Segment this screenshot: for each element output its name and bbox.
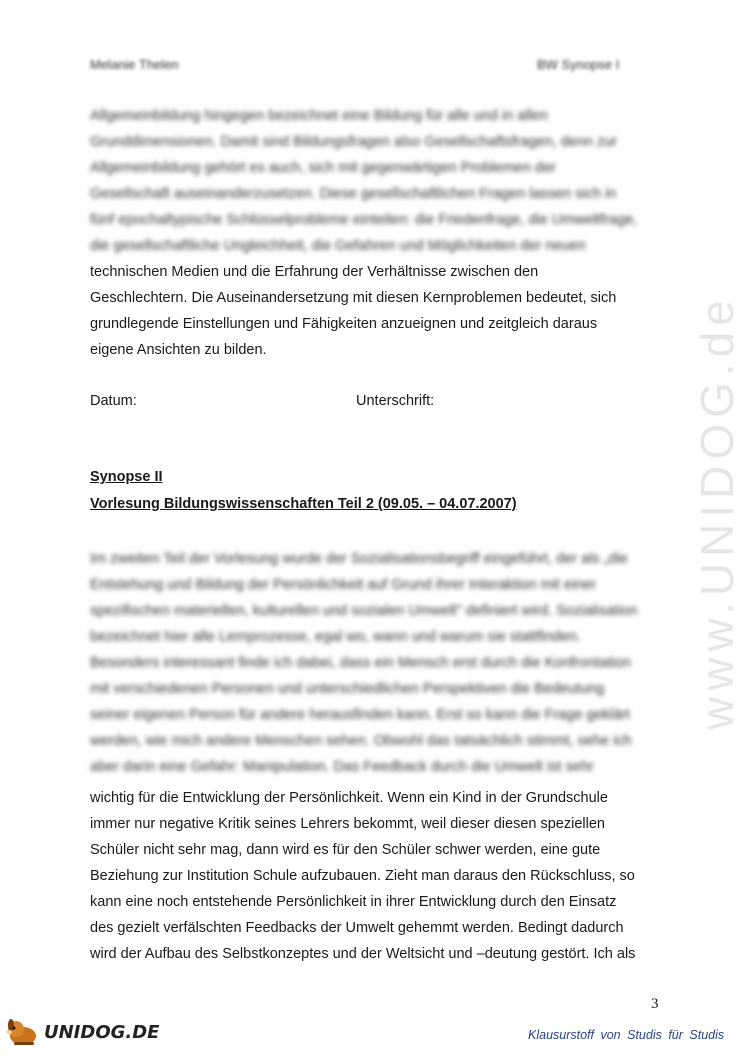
text-line: mit verschiedenen Personen und unterschiedlichen Perspektiven die Bedeutung	[90, 681, 605, 697]
text-line: Im zweiten Teil der Vorlesung wurde der Sozialisationsbegriff eingeführt, der als „die	[90, 551, 628, 567]
text-line: Allgemeinbildung hingegen bezeichnet eine Bildung für alle und in allen	[90, 108, 548, 124]
text-line: aber darin eine Gefahr: Manipulation. Das Feedback durch die Umwelt ist sehr	[90, 759, 594, 775]
paragraph-2	[90, 785, 665, 967]
text-line: Besonders interessant finde ich dabei, dass ein Mensch erst durch die Konfrontation	[90, 655, 631, 671]
text-line: Beziehung zur Institution Schule aufzubauen. Zieht man daraus den Rückschluss, so	[90, 868, 635, 884]
text-line: kann eine noch entstehende Persönlichkeit in ihrer Entwicklung durch den Einsatz	[90, 894, 617, 910]
unidog-logo[interactable]	[4, 1017, 159, 1047]
text-line: eigene Ansichten zu bilden.	[90, 342, 267, 358]
text-line: die gesellschaftliche Ungleichheit, die Gefahren und Möglichkeiten der neuen	[90, 238, 586, 254]
paragraph-1	[90, 259, 665, 363]
text-line: Entstehung und Bildung der Persönlichkeit auf Grund ihrer Interaktion mit einer	[90, 577, 597, 593]
text-line: seiner eigenen Person für andere herausfinden kann. Erst so kann die Frage geklärt	[90, 707, 631, 723]
text-line: Gesellschaft auseinanderzusetzen. Diese gesellschaftlichen Fragen lassen sich in	[90, 186, 617, 202]
header-doc-title: BW Synopse I	[537, 57, 620, 72]
logo-text: UNIDOG.DE	[44, 1021, 160, 1043]
text-line: technischen Medien und die Erfahrung der Verhältnisse zwischen den	[90, 264, 539, 280]
dog-icon	[4, 1017, 42, 1047]
text-line: Geschlechtern. Die Auseinandersetzung mit diesen Kernproblemen bedeutet, sich	[90, 290, 617, 306]
text-line: Schüler nicht sehr mag, dann wird es für den Schüler schwer werden, eine gute	[90, 842, 601, 858]
paragraph-2-blurred	[90, 546, 665, 780]
section-title: Synopse II	[90, 469, 163, 485]
text-line: des gezielt verfälschten Feedbacks der Umwelt gehemmt werden. Bedingt dadurch	[90, 920, 624, 936]
header-author: Melanie Thelen	[90, 57, 179, 72]
text-line: immer nur negative Kritik seines Lehrers bekommt, weil dieser diesen speziellen	[90, 816, 605, 832]
text-line: grundlegende Einstellungen und Fähigkeiten anzueignen und zeitgleich daraus	[90, 316, 598, 332]
section-subtitle: Vorlesung Bildungswissenschaften Teil 2 (09.05. – 04.07.2007)	[90, 496, 517, 512]
date-label: Datum:	[90, 393, 137, 409]
text-line: Allgemeinbildung gehört es auch, sich mit gegenwärtigen Problemen der	[90, 160, 556, 176]
text-line: wird der Aufbau des Selbstkonzeptes und der Weltsicht und –deutung gestört. Ich als	[90, 946, 636, 962]
watermark: www.UNIDOG.de	[691, 294, 743, 730]
paragraph-1-blurred	[90, 103, 665, 259]
footer-tagline: Klausurstoff von Studis für Studis	[528, 1028, 725, 1042]
text-line: werden, wie mich andere Menschen sehen. Obwohl das tatsächlich stimmt, sehe ich	[90, 733, 632, 749]
text-line: fünf epochaltypische Schlüsselprobleme einteilen: die Friedenfrage, die Umweltfrage,	[90, 212, 638, 228]
text-line: wichtig für die Entwicklung der Persönlichkeit. Wenn ein Kind in der Grundschule	[90, 790, 608, 806]
text-line: Grunddimensionen. Damit sind Bildungsfragen also Gesellschaftsfragen, denn zur	[90, 134, 618, 150]
text-line: spezifischen materiellen, kulturellen und sozialen Umwelt" definiert wird. Sozialisation	[90, 603, 638, 619]
page-number: 3	[651, 996, 659, 1012]
text-line: bezeichnet hier alle Lernprozesse, egal wo, wann und warum sie stattfinden.	[90, 629, 581, 645]
signature-label: Unterschrift:	[356, 393, 435, 409]
